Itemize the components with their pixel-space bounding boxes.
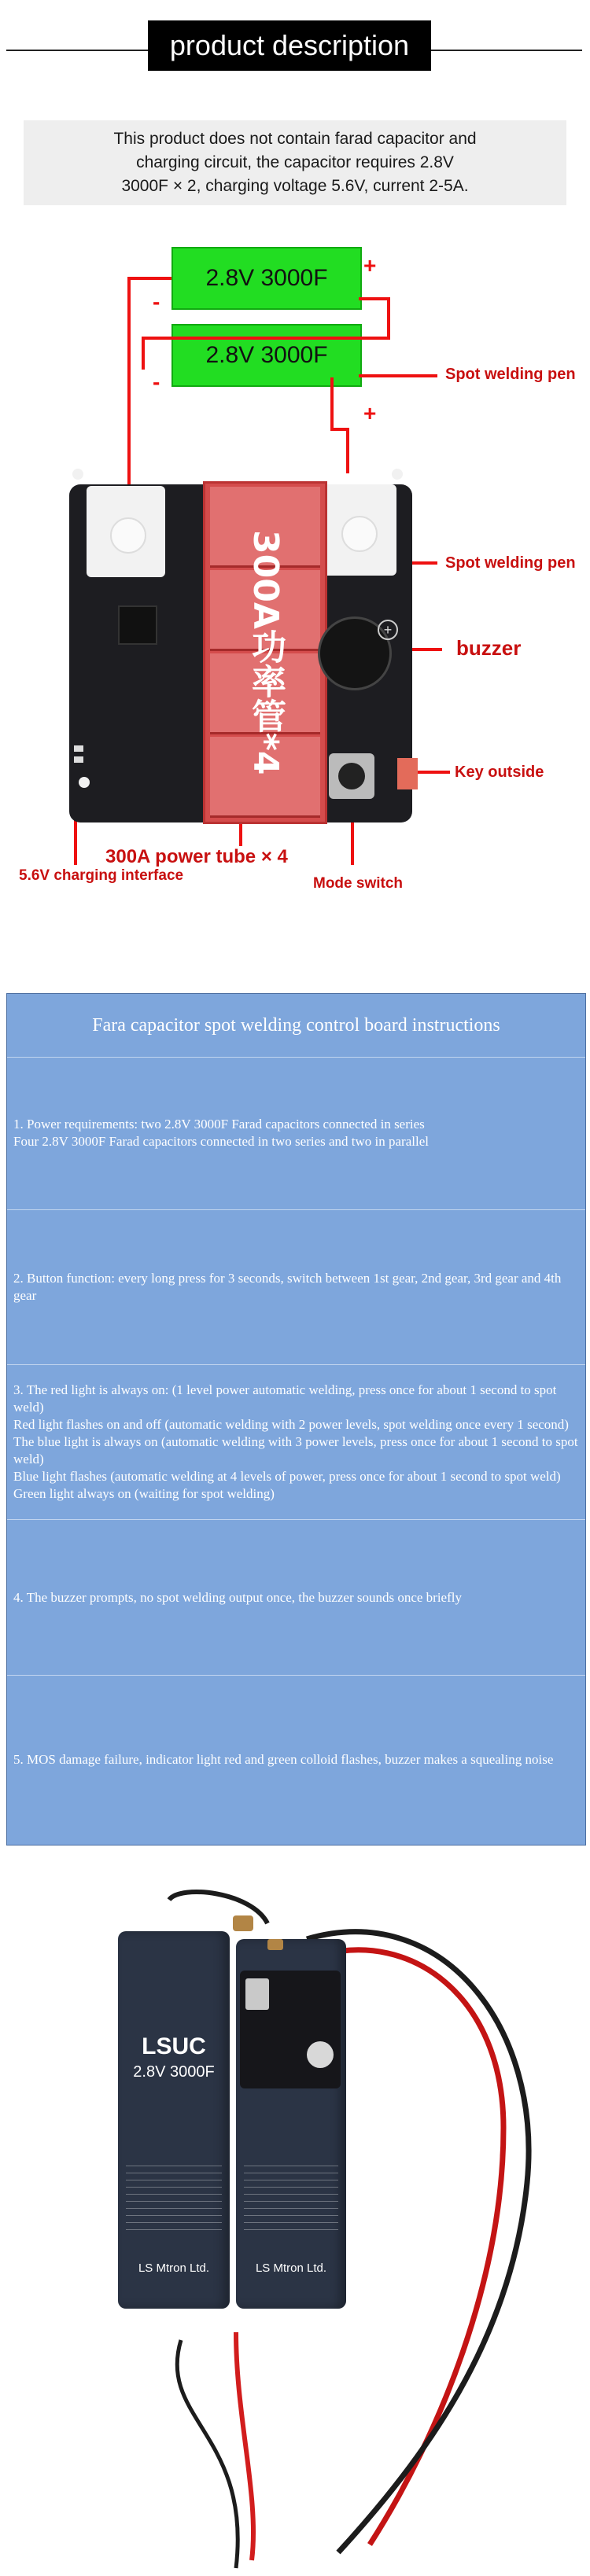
welding-terminal-right [318,484,396,576]
instruction-text: 1. Power requirements: two 2.8V 3000F Farad capacitors connected in series Four 2.8V 3000F Farad capacitors connected in two series and two in parallel [13,1117,429,1149]
minus-sign: - [153,289,160,314]
instruction-row [7,1057,585,1210]
callout-buzzer: buzzer [456,636,522,660]
instruction-row [7,1365,585,1520]
notice-line: This product does not contain farad capacitor and [113,130,477,148]
plus-sign: + [363,253,377,278]
notice-line: 3000F × 2, charging voltage 5.6V, current 2-5A. [121,177,469,195]
controller-chip [118,605,157,645]
capacitor-rating: 2.8V 3000F [133,2063,215,2081]
buzzer-photo [307,2041,334,2068]
capacitor-maker-left: LS Mtron Ltd. [138,2261,210,2275]
instruction-text: 5. MOS damage failure, indicator light red and green colloid flashes, buzzer makes a squealing noise [13,1752,554,1767]
callout-charging: 5.6V charging interface [19,867,184,884]
plus-icon: + [378,620,398,640]
instruction-text: 3. The red light is always on: (1 level power automatic welding, press once for about 1 second to spot weld) Red light flashes on and off (automatic welding with 2 power levels, spot welding once every 1 second) The blue light is always on (automatic welding with 3 power levels, press once for about 1 second to spot weld) Blue light flashes (automatic welding at 4 levels of power, press once for about 1 second to spot weld) Green light always on (waiting for spot welding) [13,1382,578,1501]
wire [127,277,171,280]
wire [346,428,349,473]
title-rule-right [431,50,582,51]
capacitor-brand: LSUC [142,2033,206,2059]
board-diagram [0,236,590,944]
instruction-row [7,1676,585,1844]
callout-spot-pen-mid: Spot welding pen [445,554,576,572]
callout-power-tube: 300A power tube × 4 [105,846,288,867]
charging-port [74,745,83,752]
capacitor-fine-print [126,2159,222,2230]
instruction-row [7,1210,585,1365]
page-title: product description [148,20,431,71]
instruction-text: 4. The buzzer prompts, no spot welding output once, the buzzer sounds once briefly [13,1589,462,1605]
instructions-table [6,993,586,1846]
instruction-row [7,1520,585,1676]
welding-terminal-left [87,486,165,577]
capacitor-fine-print [244,2159,338,2230]
copper-tab [267,1939,283,1950]
callout-spot-pen-top: Spot welding pen [445,366,576,383]
mount-hole [392,469,403,480]
minus-sign: - [153,370,160,394]
capacitor-top: 2.8V 3000F [171,247,362,310]
product-photo [0,1868,590,2576]
capacitor-bottom: 2.8V 3000F [171,324,362,387]
mount-hole [72,469,83,480]
callout-line [417,771,450,774]
notice-box [24,120,566,205]
charging-port [74,756,83,763]
terminal-photo [245,1978,269,2010]
wire [330,377,334,431]
copper-tab [233,1915,253,1931]
callout-key-outside: Key outside [455,764,544,781]
wire [359,297,390,300]
capacitor-photo-left [118,1931,230,2309]
title-rule-left [6,50,148,51]
wire [127,277,131,499]
capacitor-maker-right: LS Mtron Ltd. [255,2261,327,2275]
mount-hole [79,777,90,788]
wire [142,337,145,370]
instructions-title: Fara capacitor spot welding control board instructions [7,994,585,1058]
callout-mode-switch: Mode switch [313,875,404,892]
wire [142,337,390,340]
key-socket [397,758,418,789]
instruction-text: 2. Button function: every long press for 3 seconds, switch between 1st gear, 2nd gear, 3rd gear and 4th gear [13,1271,562,1303]
plus-sign: + [363,401,377,425]
wire [387,297,390,340]
mode-switch-button [329,753,374,799]
wire [359,374,437,377]
mosfet-label: 300A功率管*4 [245,530,286,775]
notice-line: charging circuit, the capacitor requires 2.8V [136,153,454,171]
